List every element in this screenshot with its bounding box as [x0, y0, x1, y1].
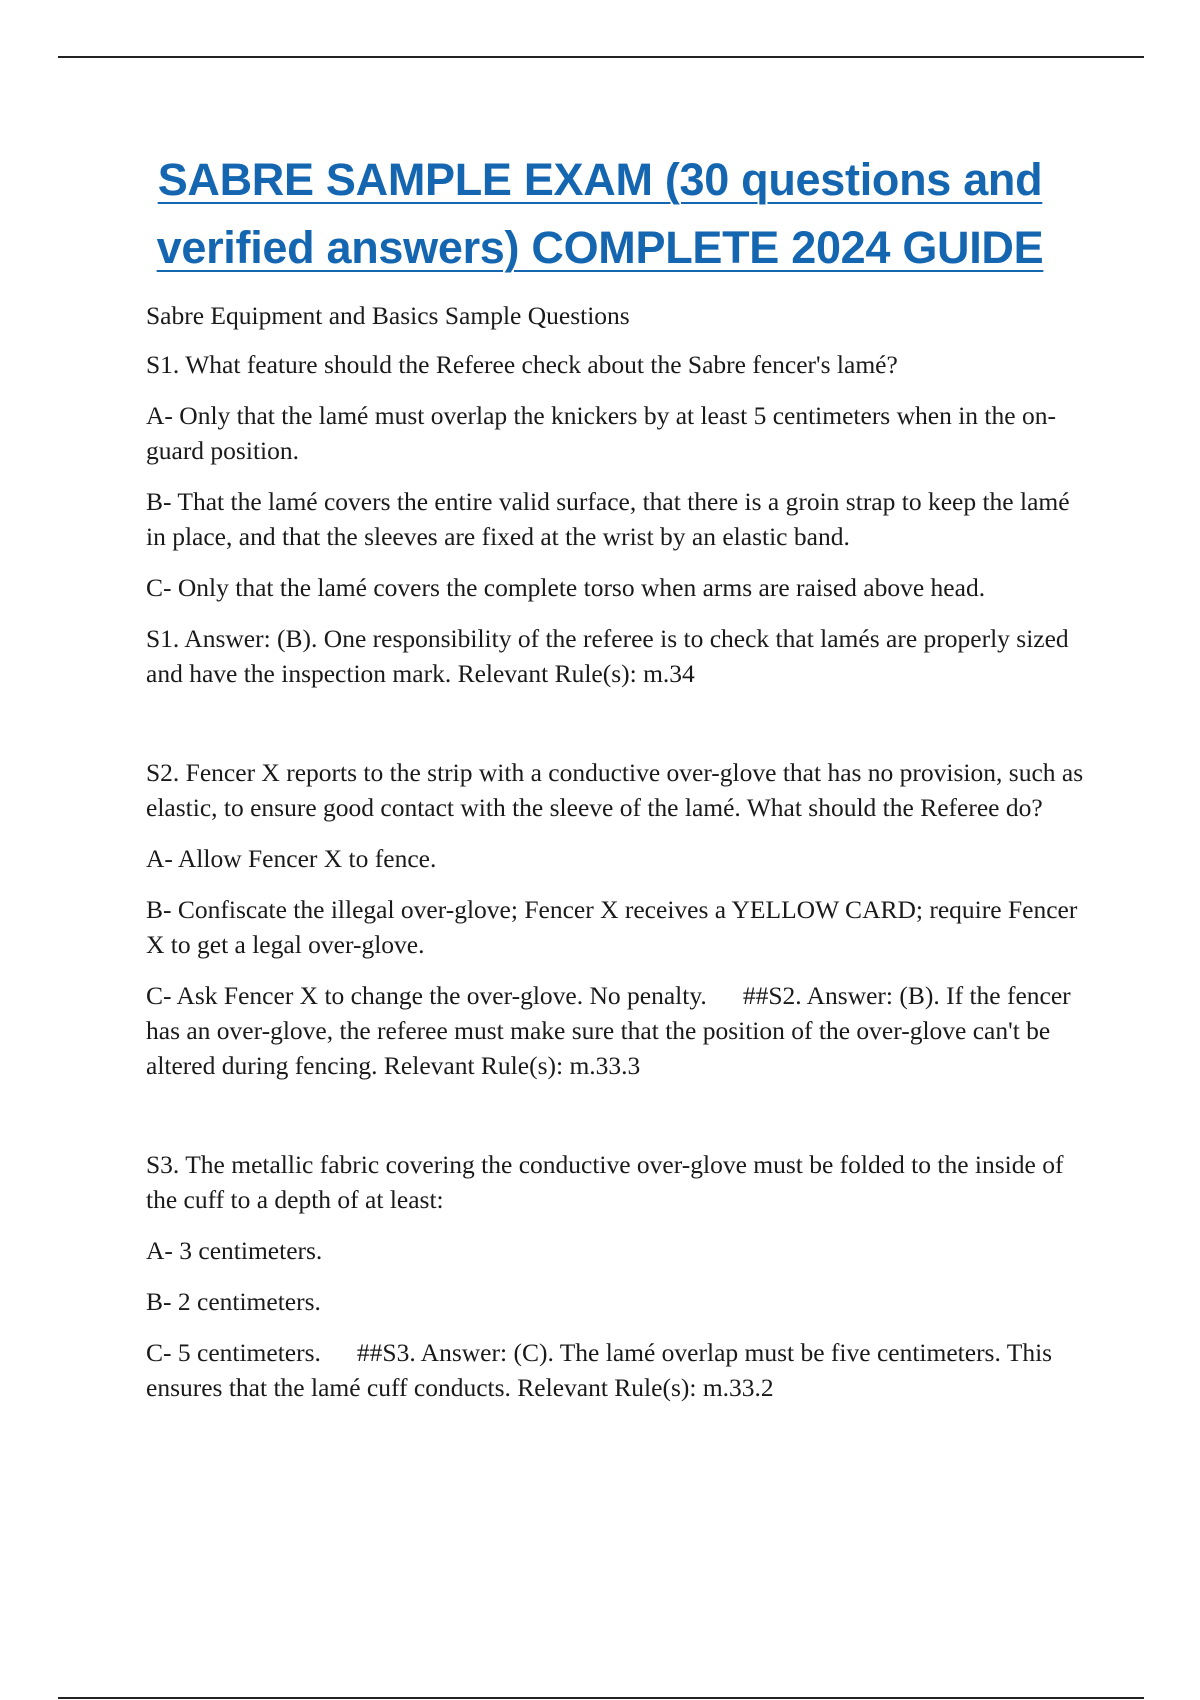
question-s2-answer: ##S2. Answer: (B). If the fencer has an over-glove, the referee must make sure that the position of the over-glove can't be altered during fencing. Relevant Rule(s): m.33.3: [146, 981, 1071, 1080]
section-heading: Sabre Equipment and Basics Sample Questions: [146, 301, 630, 330]
question-s3-answer: ##S3. Answer: (C). The lamé overlap must be five centimeters. This ensures that the lamé cuff conducts. Relevant Rule(s): m.33.2: [146, 1338, 1053, 1402]
question-s1: S1. What feature should the Referee check about the Sabre fencer's lamé?: [146, 350, 898, 379]
question-s1-option-b: B- That the lamé covers the entire valid surface, that there is a groin strap to keep the lamé in place, and that the sleeves are fixed at the wrist by an elastic band.: [146, 487, 1070, 551]
question-s3-option-a: A- 3 centimeters.: [146, 1236, 323, 1265]
document-body: [146, 298, 1086, 1421]
question-s2-option-c: C- Ask Fencer X to change the over-glove. No penalty.: [146, 981, 707, 1010]
top-divider: [58, 56, 1144, 58]
question-s2-option-b: B- Confiscate the illegal over-glove; Fencer X receives a YELLOW CARD; require Fencer X to get a legal over-glove.: [146, 895, 1078, 959]
title-line-1: SABRE SAMPLE EXAM (30 questions and: [157, 154, 1043, 205]
question-s1-option-a: A- Only that the lamé must overlap the knickers by at least 5 centimeters when in the on-guard position.: [146, 401, 1056, 465]
document-title: [60, 146, 1140, 282]
question-s2-option-a: A- Allow Fencer X to fence.: [146, 844, 437, 873]
question-s3: S3. The metallic fabric covering the conductive over-glove must be folded to the inside of the cuff to a depth of at least:: [146, 1150, 1064, 1214]
title-line-2: verified answers) COMPLETE 2024 GUIDE: [156, 222, 1044, 273]
question-s3-option-c: C- 5 centimeters.: [146, 1338, 321, 1367]
bottom-divider: [58, 1697, 1144, 1699]
question-s3-option-b: B- 2 centimeters.: [146, 1287, 321, 1316]
question-s3-option-c-with-answer: [146, 1335, 1086, 1405]
question-s2-option-c-with-answer: [146, 978, 1086, 1083]
question-s1-answer: S1. Answer: (B). One responsibility of the referee is to check that lamés are properly sized and have the inspection mark. Relevant Rule(s): m.34: [146, 624, 1069, 688]
question-s1-option-c: C- Only that the lamé covers the complete torso when arms are raised above head.: [146, 573, 986, 602]
question-s2: S2. Fencer X reports to the strip with a conductive over-glove that has no provision, such as elastic, to ensure good contact with the sleeve of the lamé. What should the Referee do?: [146, 758, 1084, 822]
